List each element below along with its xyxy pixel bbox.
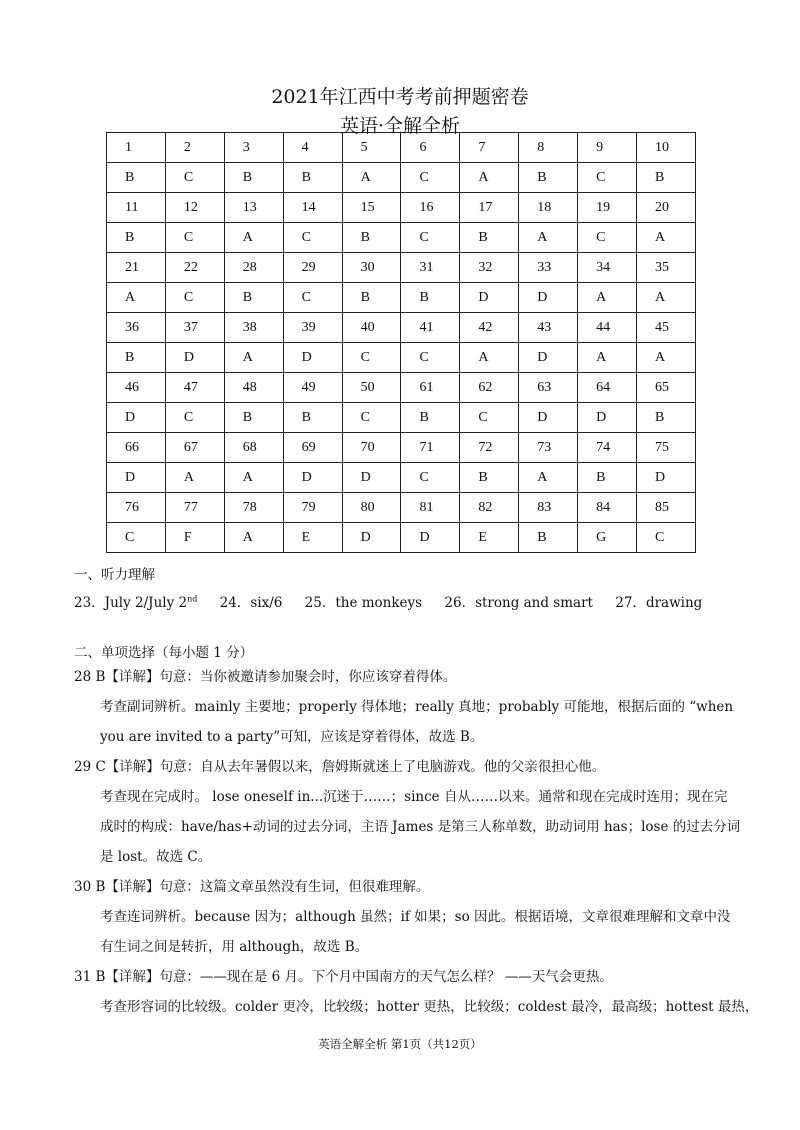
- question-number-cell: 3: [224, 133, 283, 163]
- q29-line-4: 是 lost。故选 C。: [100, 849, 212, 865]
- answer-letter-cell: D: [107, 463, 166, 493]
- answer-letter-cell: B: [107, 163, 166, 193]
- answer-letter-cell: D: [519, 403, 578, 433]
- q31-line-2: 考查形容词的比较级。colder 更冷，比较级；hotter 更热，比较级；coldest 最冷，最高级；hottest 最热，: [100, 999, 759, 1015]
- question-number-cell: 80: [342, 493, 401, 523]
- question-number-cell: 13: [224, 193, 283, 223]
- question-number-cell: 65: [637, 373, 696, 403]
- q30-line-3: 有生词之间是转折，用 although，故选 B。: [100, 939, 369, 955]
- question-number-cell: 74: [578, 433, 637, 463]
- answer-letter-cell: B: [107, 343, 166, 373]
- answer-letter-cell: D: [460, 283, 519, 313]
- table-row: [107, 133, 696, 163]
- question-number-cell: 73: [519, 433, 578, 463]
- question-number-cell: 4: [283, 133, 342, 163]
- answer-letter-cell: C: [342, 403, 401, 433]
- answer-letter-cell: B: [460, 223, 519, 253]
- answer-letter-cell: A: [637, 283, 696, 313]
- table-row: [107, 493, 696, 523]
- answer-letter-cell: F: [165, 523, 224, 553]
- answer-letter-cell: D: [519, 343, 578, 373]
- answer-letter-cell: A: [342, 163, 401, 193]
- answer-letter-cell: C: [637, 523, 696, 553]
- table-row: [107, 313, 696, 343]
- answer-letter-cell: A: [637, 223, 696, 253]
- answer-letter-cell: A: [107, 283, 166, 313]
- question-number-cell: 72: [460, 433, 519, 463]
- answer-letter-cell: C: [165, 163, 224, 193]
- question-number-cell: 64: [578, 373, 637, 403]
- page-title: 2021年江西中考考前押题密卷: [271, 86, 529, 108]
- table-row: [107, 163, 696, 193]
- question-number-cell: 30: [342, 253, 401, 283]
- listening-answers: [74, 584, 734, 618]
- question-number-cell: 22: [165, 253, 224, 283]
- question-number-cell: 1: [107, 133, 166, 163]
- table-row: [107, 463, 696, 493]
- table-row: [107, 523, 696, 553]
- question-number-cell: 61: [401, 373, 460, 403]
- question-number-cell: 68: [224, 433, 283, 463]
- question-number-cell: 49: [283, 373, 342, 403]
- q28-line-3: you are invited to a party”可知，应该是穿着得体，故选 B。: [100, 729, 484, 745]
- question-number-cell: 66: [107, 433, 166, 463]
- answer-26: 26．strong and smart: [444, 594, 593, 611]
- answer-letter-cell: B: [637, 163, 696, 193]
- question-number-cell: 70: [342, 433, 401, 463]
- question-number-cell: 39: [283, 313, 342, 343]
- question-number-cell: 10: [637, 133, 696, 163]
- question-number-cell: 62: [460, 373, 519, 403]
- question-number-cell: 75: [637, 433, 696, 463]
- question-number-cell: 31: [401, 253, 460, 283]
- q30-line-1: 30 B【详解】句意：这篇文章虽然没有生词，但很难理解。: [74, 879, 430, 895]
- question-number-cell: 44: [578, 313, 637, 343]
- answer-letter-cell: B: [224, 283, 283, 313]
- table-row: [107, 283, 696, 313]
- question-number-cell: 50: [342, 373, 401, 403]
- question-number-cell: 71: [401, 433, 460, 463]
- answer-27: 27．drawing: [615, 594, 703, 611]
- answer-25: 25．the monkeys: [304, 594, 423, 611]
- answer-letter-cell: D: [342, 523, 401, 553]
- question-number-cell: 37: [165, 313, 224, 343]
- question-number-cell: 14: [283, 193, 342, 223]
- question-number-cell: 15: [342, 193, 401, 223]
- answer-letter-cell: D: [283, 463, 342, 493]
- question-number-cell: 83: [519, 493, 578, 523]
- answer-letter-cell: E: [283, 523, 342, 553]
- answer-letter-cell: C: [578, 223, 637, 253]
- question-number-cell: 42: [460, 313, 519, 343]
- answer-letter-cell: B: [578, 463, 637, 493]
- question-number-cell: 18: [519, 193, 578, 223]
- q28-line-2: 考查副词辨析。mainly 主要地；properly 得体地；really 真地；probably 可能地，根据后面的 “when: [100, 699, 734, 715]
- answer-letter-cell: D: [342, 463, 401, 493]
- question-number-cell: 48: [224, 373, 283, 403]
- answer-letter-cell: D: [578, 403, 637, 433]
- table-row: [107, 373, 696, 403]
- answer-letter-cell: C: [401, 223, 460, 253]
- question-number-cell: 40: [342, 313, 401, 343]
- question-number-cell: 11: [107, 193, 166, 223]
- question-number-cell: 77: [165, 493, 224, 523]
- page-footer: 英语全解全析 第1页（共12页）: [318, 1037, 482, 1051]
- question-number-cell: 67: [165, 433, 224, 463]
- answer-letter-cell: C: [401, 343, 460, 373]
- answer-letter-cell: A: [224, 523, 283, 553]
- question-number-cell: 32: [460, 253, 519, 283]
- answer-table: [106, 132, 696, 553]
- question-number-cell: 36: [107, 313, 166, 343]
- answer-letter-cell: D: [637, 463, 696, 493]
- question-number-cell: 79: [283, 493, 342, 523]
- answer-letter-cell: A: [578, 283, 637, 313]
- answer-letter-cell: B: [401, 283, 460, 313]
- answer-letter-cell: B: [107, 223, 166, 253]
- answer-letter-cell: B: [401, 403, 460, 433]
- answer-letter-cell: B: [637, 403, 696, 433]
- question-number-cell: 9: [578, 133, 637, 163]
- question-number-cell: 82: [460, 493, 519, 523]
- answer-letter-cell: G: [578, 523, 637, 553]
- answer-letter-cell: C: [342, 343, 401, 373]
- question-number-cell: 33: [519, 253, 578, 283]
- table-row: [107, 193, 696, 223]
- question-number-cell: 76: [107, 493, 166, 523]
- section-heading-listening: 一、听力理解: [74, 567, 155, 583]
- table-row: [107, 433, 696, 463]
- answer-letter-cell: A: [637, 343, 696, 373]
- answer-letter-cell: A: [224, 343, 283, 373]
- q30-line-2: 考查连词辨析。because 因为；although 虽然；if 如果；so 因此。根据语境，文章很难理解和文章中没: [100, 909, 731, 925]
- question-number-cell: 7: [460, 133, 519, 163]
- answer-letter-cell: E: [460, 523, 519, 553]
- q29-line-2: 考查现在完成时。 lose oneself in...沉迷于……；since 自从……以来。通常和现在完成时连用；现在完: [100, 789, 728, 805]
- question-number-cell: 78: [224, 493, 283, 523]
- answer-letter-cell: C: [283, 223, 342, 253]
- answer-letter-cell: C: [401, 463, 460, 493]
- answer-letter-cell: A: [460, 163, 519, 193]
- answer-letter-cell: A: [519, 463, 578, 493]
- question-number-cell: 43: [519, 313, 578, 343]
- question-number-cell: 28: [224, 253, 283, 283]
- answer-letter-cell: D: [165, 343, 224, 373]
- answer-letter-cell: B: [283, 163, 342, 193]
- answer-letter-cell: B: [460, 463, 519, 493]
- question-number-cell: 8: [519, 133, 578, 163]
- question-number-cell: 69: [283, 433, 342, 463]
- question-number-cell: 21: [107, 253, 166, 283]
- question-number-cell: 16: [401, 193, 460, 223]
- section-heading-single-choice: 二、单项选择（每小题 1 分）: [74, 645, 254, 661]
- answer-letter-cell: B: [342, 223, 401, 253]
- answer-letter-cell: B: [519, 523, 578, 553]
- answer-letter-cell: D: [519, 283, 578, 313]
- answer-letter-cell: C: [578, 163, 637, 193]
- question-number-cell: 17: [460, 193, 519, 223]
- page-subtitle: 英语·全解全析: [339, 115, 461, 137]
- question-number-cell: 38: [224, 313, 283, 343]
- answer-letter-cell: A: [460, 343, 519, 373]
- question-number-cell: 19: [578, 193, 637, 223]
- question-number-cell: 85: [637, 493, 696, 523]
- explanations: [74, 662, 759, 1022]
- answer-letter-cell: C: [107, 523, 166, 553]
- question-number-cell: 5: [342, 133, 401, 163]
- answer-letter-cell: C: [165, 403, 224, 433]
- answer-letter-cell: D: [283, 343, 342, 373]
- answer-23: 23．July 2/July 2nd: [74, 594, 198, 611]
- answer-letter-cell: D: [107, 403, 166, 433]
- table-row: [107, 343, 696, 373]
- answer-letter-cell: A: [224, 223, 283, 253]
- question-number-cell: 63: [519, 373, 578, 403]
- answer-letter-cell: C: [401, 163, 460, 193]
- question-number-cell: 84: [578, 493, 637, 523]
- question-number-cell: 35: [637, 253, 696, 283]
- question-number-cell: 6: [401, 133, 460, 163]
- question-number-cell: 34: [578, 253, 637, 283]
- answer-letter-cell: B: [519, 163, 578, 193]
- answer-letter-cell: D: [401, 523, 460, 553]
- answer-letter-cell: B: [224, 403, 283, 433]
- table-row: [107, 223, 696, 253]
- question-number-cell: 45: [637, 313, 696, 343]
- answer-letter-cell: A: [224, 463, 283, 493]
- answer-letter-cell: C: [460, 403, 519, 433]
- answer-letter-cell: A: [519, 223, 578, 253]
- question-number-cell: 46: [107, 373, 166, 403]
- question-number-cell: 20: [637, 193, 696, 223]
- q31-line-1: 31 B【详解】句意：——现在是 6 月。下个月中国南方的天气怎么样？ ——天气会更热。: [74, 969, 613, 985]
- question-number-cell: 12: [165, 193, 224, 223]
- answer-24: 24．six/6: [219, 594, 283, 611]
- q29-line-3: 成时的构成：have/has+动词的过去分词，主语 James 是第三人称单数，助动词用 has；lose 的过去分词: [100, 819, 741, 835]
- answer-letter-cell: B: [283, 403, 342, 433]
- question-number-cell: 41: [401, 313, 460, 343]
- answer-letter-cell: C: [165, 283, 224, 313]
- answer-letter-cell: C: [165, 223, 224, 253]
- question-number-cell: 29: [283, 253, 342, 283]
- answer-letter-cell: B: [342, 283, 401, 313]
- question-number-cell: 2: [165, 133, 224, 163]
- answer-letter-cell: B: [224, 163, 283, 193]
- q28-line-1: 28 B【详解】句意：当你被邀请参加聚会时，你应该穿着得体。: [74, 669, 457, 685]
- table-row: [107, 403, 696, 433]
- table-row: [107, 253, 696, 283]
- question-number-cell: 81: [401, 493, 460, 523]
- question-number-cell: 47: [165, 373, 224, 403]
- answer-letter-cell: C: [283, 283, 342, 313]
- q29-line-1: 29 C【详解】句意：自从去年暑假以来，詹姆斯就迷上了电脑游戏。他的父亲很担心他。: [74, 759, 606, 775]
- answer-letter-cell: A: [165, 463, 224, 493]
- answer-letter-cell: A: [578, 343, 637, 373]
